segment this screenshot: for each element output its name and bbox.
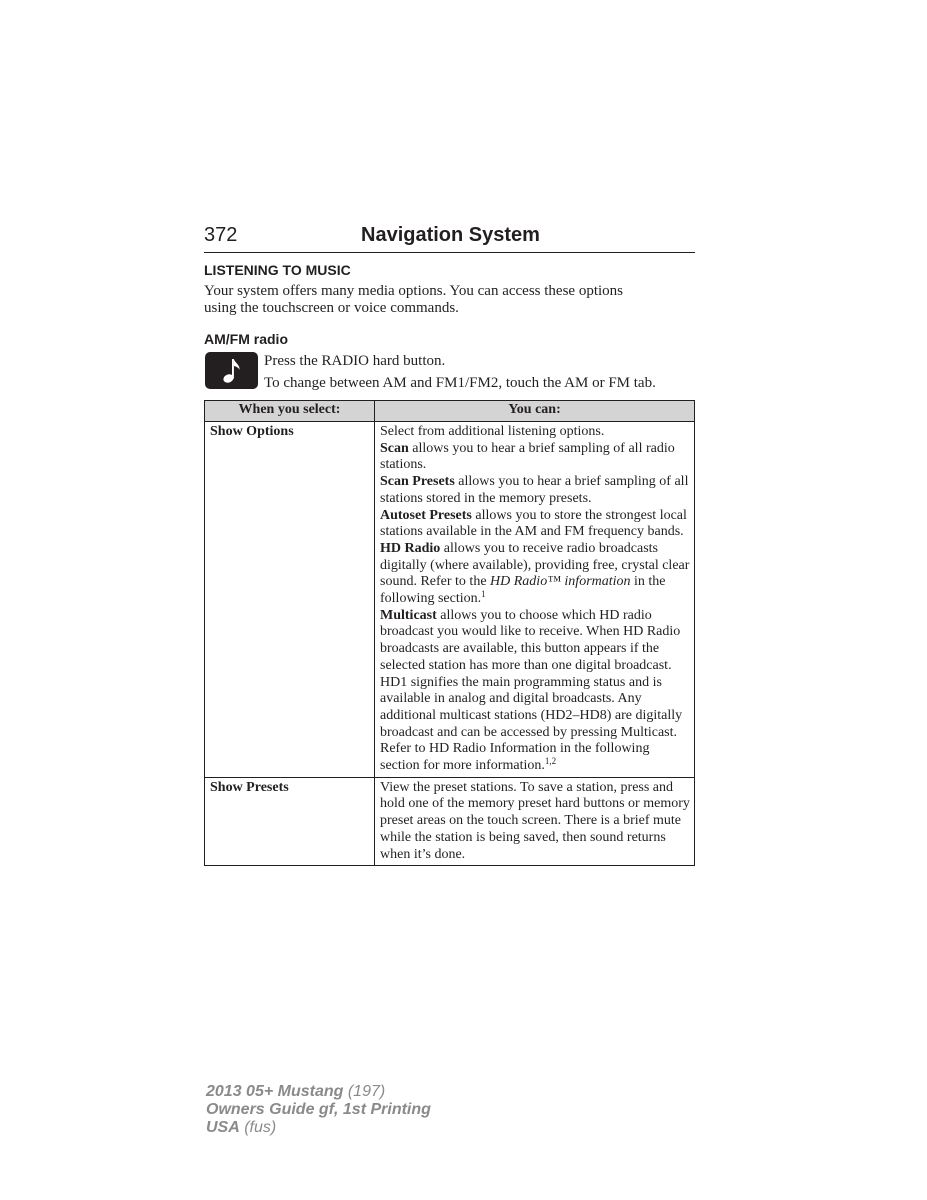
footer-model: 2013 05+ Mustang (206, 1083, 344, 1100)
table-header-row (205, 401, 695, 422)
options-table (204, 400, 695, 866)
autoset-term: Autoset Presets (380, 507, 472, 523)
footnote-marker: 1,2 (544, 756, 557, 767)
multicast-desc: allows you to choose which HD radio broadcast you would like to receive. When HD Radio broadcasts are available, this button appears if the selected station has more than one digital broadcast. HD1 signifies the main programming status and is available in analog and digital broadcasts. Any additional multicast stations (HD2–HD8) are digitally broadcast and can be accessed by pressing Multicast. Refer to HD Radio Information in the following section for more information. (380, 607, 683, 774)
page-header (204, 223, 695, 253)
page-number: 372 (204, 224, 238, 246)
footer-market-code: (fus) (239, 1119, 277, 1136)
footer-model-code: (197) (343, 1083, 386, 1100)
row-desc-show-options (375, 422, 695, 778)
row-label-show-options: Show Options (205, 422, 375, 778)
music-note-icon (205, 352, 258, 389)
footer-market: USA (206, 1119, 240, 1136)
page-title: Navigation System (361, 224, 540, 246)
radio-instruction: Press the RADIO hard button. (264, 353, 446, 369)
options-intro: Select from additional listening options. (380, 424, 605, 439)
band-instruction: To change between AM and FM1/FM2, touch the AM or FM tab. (264, 375, 656, 391)
hd-radio-term: HD Radio (380, 540, 441, 556)
table-row (205, 422, 695, 778)
footer-guide: Owners Guide gf, 1st Printing (206, 1101, 431, 1118)
hd-radio-desc: allows you to receive radio broadcasts digitally (where available), providing free, crystal clear sound. Refer to the (380, 540, 690, 590)
col-header-you-can: You can: (375, 401, 695, 422)
col-header-select: When you select: (205, 401, 375, 422)
hd-radio-reference: HD Radio™ information (490, 574, 631, 590)
footer-line-1 (206, 1083, 431, 1101)
table-row (205, 777, 695, 866)
page-footer (206, 1083, 431, 1137)
footnote-marker: 1 (481, 589, 486, 600)
footer-line-2 (206, 1101, 431, 1119)
multicast-term: Multicast (380, 607, 437, 623)
row-label-show-presets: Show Presets (205, 777, 375, 866)
scan-term: Scan (380, 440, 409, 456)
intro-paragraph (204, 283, 695, 316)
section-heading: LISTENING TO MUSIC (204, 262, 351, 278)
autoset-desc: allows you to store the strongest local stations available in the AM and FM frequency bands. (380, 507, 687, 540)
subsection-heading: AM/FM radio (204, 331, 288, 347)
scan-desc: allows you to hear a brief sampling of all radio stations. (380, 440, 675, 473)
footer-line-3 (206, 1119, 431, 1137)
intro-line-2: using the touchscreen or voice commands. (204, 299, 459, 316)
hd-radio-desc-end: in the following section. (380, 574, 666, 607)
scan-presets-term: Scan Presets (380, 474, 455, 490)
row-desc-show-presets: View the preset stations. To save a station, press and hold one of the memory preset hard buttons or memory preset areas on the touch screen. There is a brief mute while the station is being saved, then sound returns when it’s done. (375, 777, 695, 866)
intro-line-1: Your system offers many media options. You can access these options (204, 283, 623, 299)
scan-presets-desc: allows you to hear a brief sampling of all stations stored in the memory presets. (380, 474, 689, 506)
